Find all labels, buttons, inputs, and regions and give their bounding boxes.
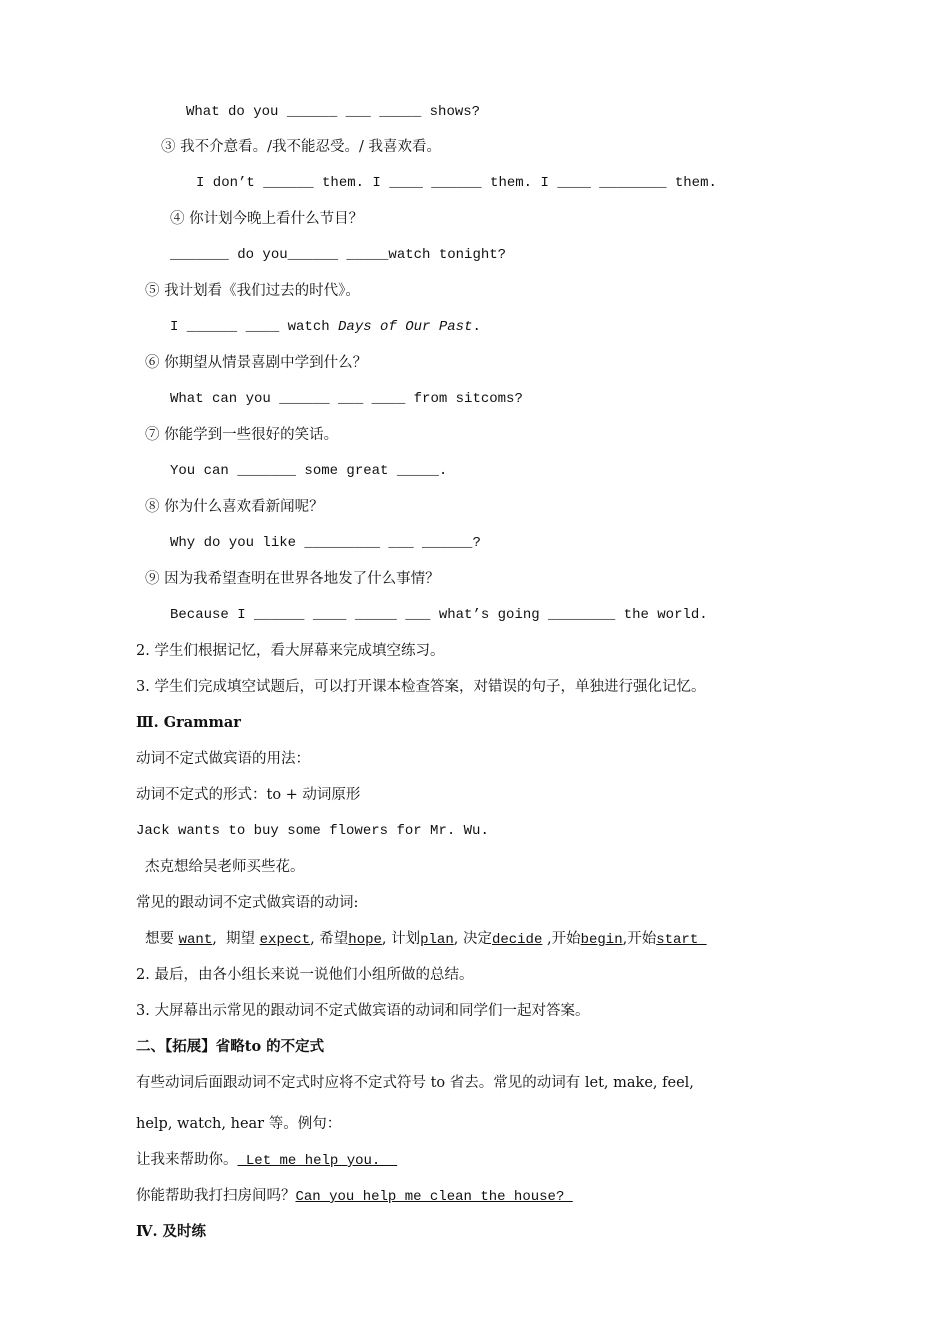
example-en: Can you help me clean the house? (295, 1189, 573, 1205)
verb-cn: , 期望 (212, 931, 260, 947)
prompt-9: ⑨ 因为我希望查明在世界各地发了什么事情？ (145, 571, 440, 587)
show-title: Days of Our Past (338, 319, 473, 335)
exercise-line-jokes: You can _______ some great _____. (170, 463, 448, 479)
example-en: Let me help you. (237, 1153, 398, 1169)
example-cn: 你能帮助我打扫房间吗？ (136, 1188, 296, 1204)
exercise-line-world: Because I ______ ____ _____ ___ what’s going ________ the world. (170, 607, 708, 623)
example-cn: 让我来帮助你。 (136, 1152, 238, 1168)
verb-cn: 想要 (145, 931, 179, 947)
verb-cn: , 决定 (453, 931, 492, 947)
verb-plan: plan (420, 932, 454, 948)
verb-hope: hope (348, 932, 382, 948)
prompt-8: ⑧ 你为什么喜欢看新闻呢？ (145, 499, 324, 515)
section-heading-grammar: Ⅲ. Grammar (136, 714, 241, 731)
example-sentence-en: Jack wants to buy some flowers for Mr. Wu. (136, 823, 489, 839)
exercise-line-sitcoms: What can you ______ ___ ____ from sitcoms? (170, 391, 523, 407)
verb-start: start (656, 932, 707, 948)
step-2-summary: 2. 最后，由各小组长来说一说他们小组所做的总结。 (136, 967, 474, 983)
prompt-5: ⑤ 我计划看《我们过去的时代》。 (145, 283, 360, 299)
common-verbs-intro: 常见的跟动词不定式做宾语的动词: (136, 895, 359, 911)
example-clean-house (136, 1186, 573, 1207)
verb-list (145, 929, 707, 950)
exercise-line-tonight: _______ do you______ _____watch tonight? (170, 247, 507, 263)
verb-cn: , 希望 (310, 931, 349, 947)
prompt-4: ④ 你计划今晚上看什么节目？ (170, 211, 364, 227)
exercise-line-days-of-our-past (170, 317, 481, 337)
verb-want: want (178, 932, 213, 948)
exercise-line-news: Why do you like _________ ___ ______? (170, 535, 481, 551)
prompt-3: ③ 我不介意看。/我不能忍受。/ 我喜欢看。 (161, 139, 441, 155)
grammar-form: 动词不定式的形式：to + 动词原形 (136, 787, 361, 803)
verb-expect: expect (259, 932, 311, 948)
step-3-answers: 3. 大屏幕出示常见的跟动词不定式做宾语的动词和同学们一起对答案。 (136, 1003, 590, 1019)
section-heading-extension: 二、【拓展】省略to 的不定式 (136, 1038, 325, 1055)
exercise-text-end: . (472, 319, 481, 335)
verb-cn: ,开始 (542, 931, 581, 947)
verb-cn: ,开始 (622, 931, 657, 947)
verb-decide: decide (491, 932, 543, 948)
verb-cn: , 计划 (381, 931, 421, 947)
grammar-usage: 动词不定式做宾语的用法： (136, 751, 310, 767)
example-sentence-cn: 杰克想给吴老师买些花。 (145, 859, 305, 875)
step-3-check: 3. 学生们完成填空试题后，可以打开课本检查答案，对错误的句子，单独进行强化记忆。 (136, 679, 706, 695)
verb-begin: begin (580, 932, 623, 948)
step-2-recall: 2. 学生们根据记忆，看大屏幕来完成填空练习。 (136, 643, 445, 659)
exercise-line-shows: What do you ______ ___ _____ shows? (186, 104, 481, 120)
extension-text-1: 有些动词后面跟动词不定式时应将不定式符号 to 省去。常见的动词有 let, make, feel, (136, 1075, 694, 1091)
extension-text-2: help, watch, hear 等。例句： (136, 1116, 342, 1132)
prompt-7: ⑦ 你能学到一些很好的笑话。 (145, 427, 339, 443)
exercise-text: I ______ ____ watch (170, 319, 339, 335)
prompt-6: ⑥ 你期望从情景喜剧中学到什么？ (145, 355, 368, 371)
example-let-me-help (136, 1150, 397, 1171)
exercise-line-them: I don’t ______ them. I ____ ______ them. I ____ ________ them. (196, 175, 717, 191)
section-heading-practice: Ⅳ. 及时练 (136, 1223, 207, 1240)
